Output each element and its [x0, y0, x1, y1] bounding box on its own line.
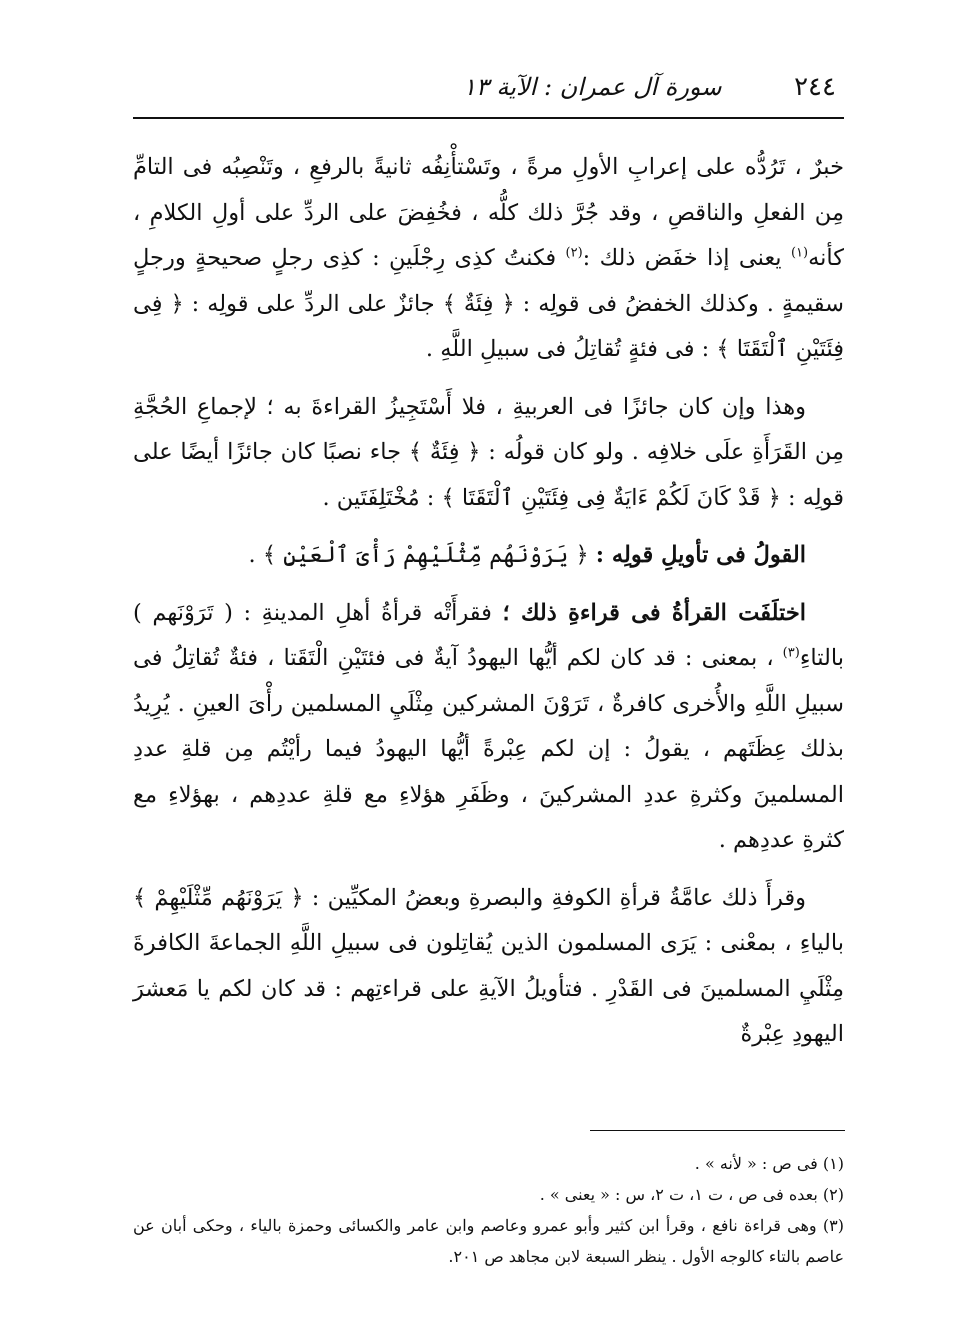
paragraph-4-lead: اختلَفَت القرأةُ فى قراءةِ ذلك ؛: [502, 599, 806, 626]
footnote-marker-3[interactable]: (٣): [782, 645, 800, 661]
paragraph-2: وهذا وإن كان جائزًا فى العربيةِ ، فلا أَسْتَجِيزُ القراءةَ به ؛ لإجماعِ الحُجَّةِ مِن القَرَأَةِ علَى خلافِه . ولو كان قولُه : ﴿ فِئَةٌ ﴾ جاء نصبًا كان جائزًا أيضًا على قولِه : ﴿ قَدْ كَانَ لَكُمْ ءَايَةٌ فِى فِئَتَيْنِ ٱلْتَقَتَا ﴾ : مُخْتَلِفَتَين .: [133, 393, 844, 511]
footnote-1: (١) فى ص : « لأنه » .: [694, 1154, 844, 1173]
footnote-marker-2[interactable]: (٢): [565, 245, 583, 261]
running-title: سورة آل عمران : الآية ١٣: [463, 73, 722, 101]
paragraph-5-quote: ﴿ يَرَوْنَهُم مِّثْلَيْهِمْ ﴾: [133, 884, 304, 911]
page-header: [133, 64, 836, 110]
paragraph-1: خبرٌ ، تَرُدُّه على إعرابِ الأولِ مرةً ، وتَسْتأْنِفُه ثانيةً بالرفعِ ، وتَنْصِبُه فى التامِّ مِن الفعلِ والناقصِ ، وقد جُرَّ ذلك كلُّه ، فخُفِضَ على الردِّ على أولِ الكلامِ ، كأنه$^{(١)}$ يعنى إذا خفَض ذلك :$^{(٢)}$ فكنتُ كذِى رِجْلَينِ : كذِى رجلٍ صحيحةٍ ورجلٍ سقيمةٍ . وكذلك الخفضُ فى قولِه : ﴿ فِئَةٌ ﴾ جائزٌ على الردِّ على قولِه : ﴿ فِى فِئَتَيْنِ ٱلْتَقَتَا ﴾ : فى فئةٍ تُقاتِلُ فى سبيلِ اللَّهِ .: [133, 154, 844, 362]
section-heading: [133, 533, 844, 579]
footnote-separator: [590, 1130, 845, 1131]
footnotes: [133, 1148, 844, 1272]
page-number: ٢٤٤: [794, 72, 836, 102]
footnote-marker-1[interactable]: (١): [790, 245, 809, 261]
paragraph-4: اختلَفَت القرأةُ فى قراءةِ ذلك ؛ فقرأَتْه قرأةُ أهلِ المدينةِ : ( تَرَوْنَهم ) بالتاءِ$^{(٣)}$ ، بمعنى : قد كان لكم أيُّها اليهودُ آيةٌ فى فئتَيْنِ الْتَقَتا ، فئةٌ تُقاتِلُ فى سبيلِ اللَّهِ والأُخرى كافرةٌ ، تَرَوْنَ المشركين مِثْلَيِ المسلمين رأْىَ العينِ . يُرِيدُ بذلك عِظَتَهم ، يقولُ : إن لكم عِبْرةً أيُّها اليهودُ فيما رأيْتُم مِن قلةِ عددِ المسلمينَ وكثرةِ عددِ المشركينَ ، وظَفَرِ هؤلاءِ مع قلةِ عددِهم ، بهؤلاءِ مع كثرةِ عددِهم .: [133, 599, 845, 853]
paragraph-5: وقرأَ ذلك عامَّةُ قرأةِ الكوفةِ والبصرةِ وبعضُ المكيِّين : ﴿ يَرَوْنَهُم مِّثْلَيْهِمْ ﴾ بالياءِ ، بمعْنى : يَرَى المسلمون الذين يُقاتِلون فى سبيلِ اللَّهِ الجماعةَ الكافرةَ مِثْلَيِ المسلمينَ فى القَدْرِ . فتأويلُ الآيةِ على قراءتِهم : قد كان لكم يا مَعشرَ اليهودِ عِبْرةٌ: [133, 884, 844, 1047]
heading-lead: القولُ فى تأويلِ قولِه :: [595, 542, 806, 568]
main-text: [133, 145, 844, 1058]
heading-quote: ﴿ يَرَوْنَهُم مِّثْلَيْهِمْ رَأْىَ ٱلْعَيْنِ ﴾ .: [248, 542, 589, 568]
footnote-2: (٢) بعده فى ص ، ت ١، ت ٢، س : « يعنى » .: [539, 1185, 844, 1204]
header-rule: [133, 117, 844, 119]
footnote-3: (٣) وهى قراءة نافع ، وقرأ ابن كثير وأبو عمرو وعاصم وابن عامر والكسائى وحمزة بالياء ، وحكى أبان عن عاصم بالتاء كالوجه الأول . ينظر السبعة لابن مجاهد ص ٢٠١.: [133, 1216, 845, 1266]
